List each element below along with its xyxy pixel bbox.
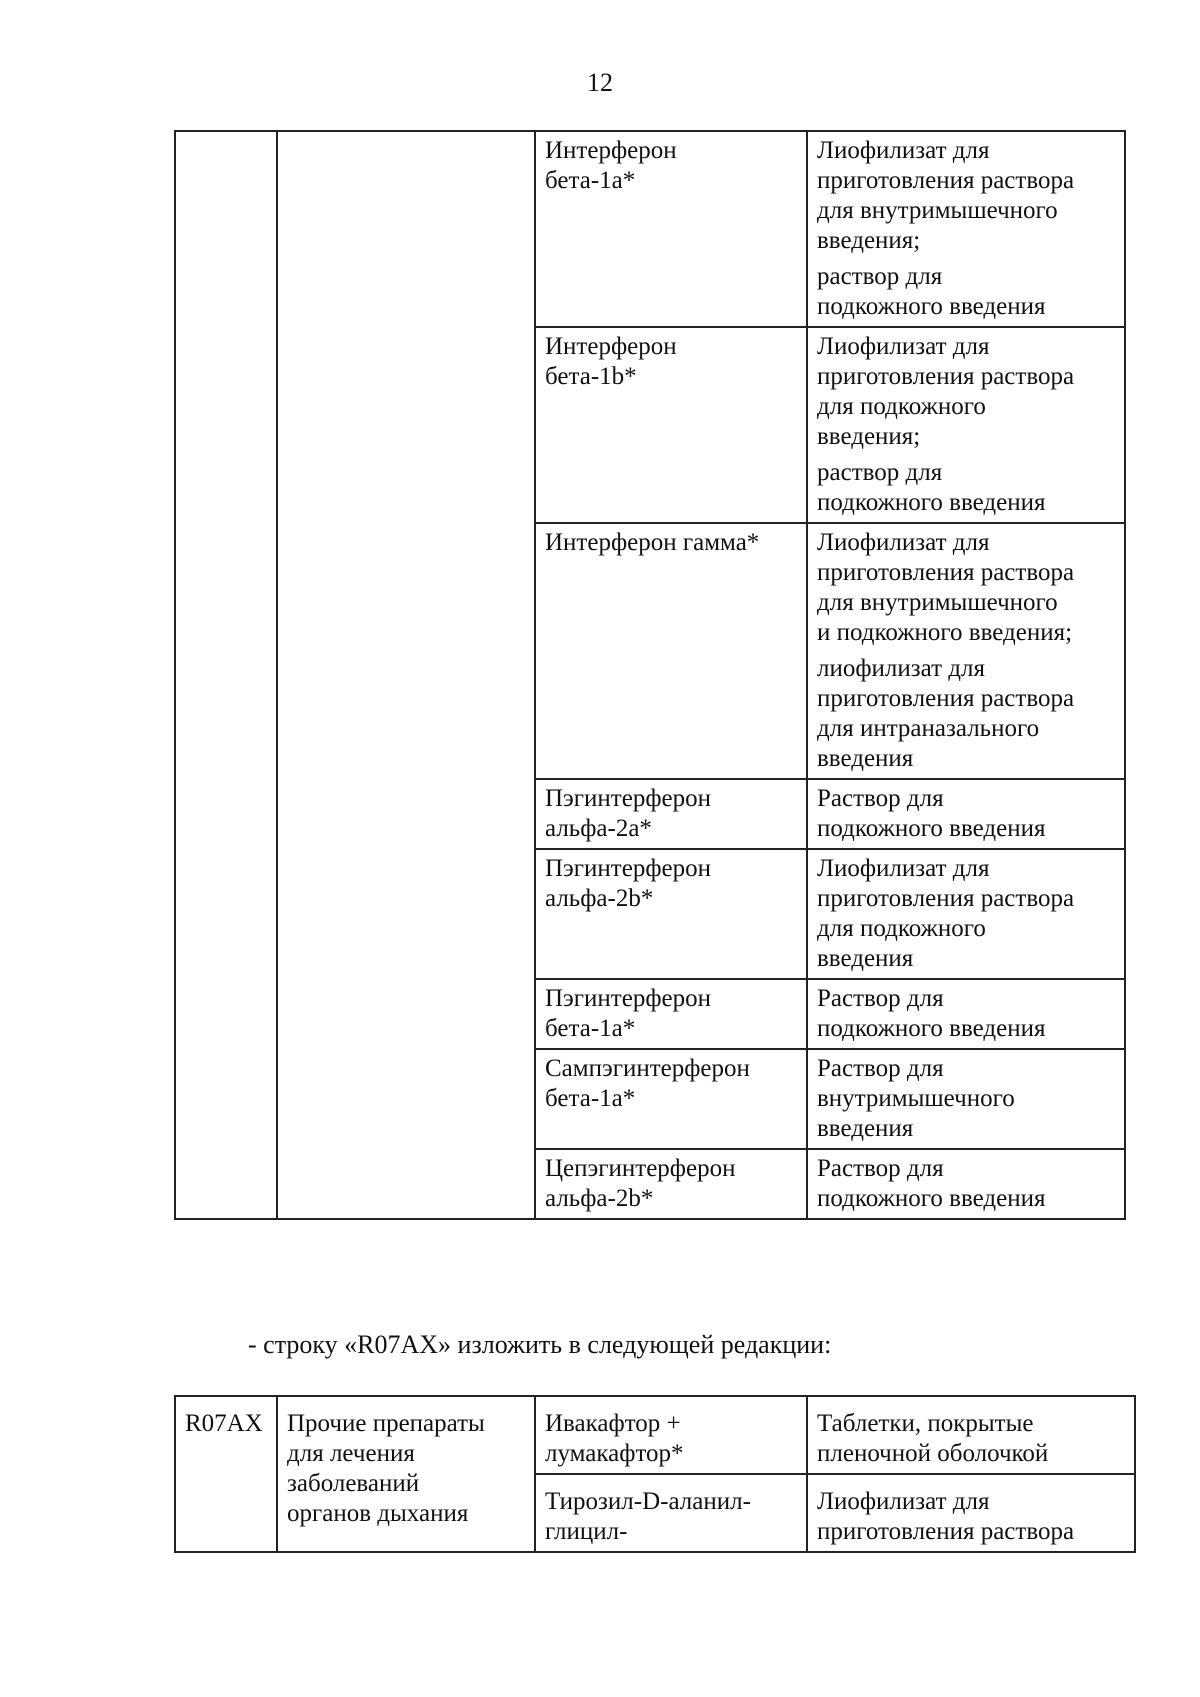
drug-name: Интерферон бета-1b* xyxy=(545,333,677,390)
drug-name: Сампэгинтерферон бета-1a* xyxy=(545,1055,750,1112)
dosage-form: Таблетки, покрытые пленочной оболочкой xyxy=(817,1410,1049,1467)
dosage-form-cell xyxy=(807,1149,1125,1219)
group-name-cell xyxy=(277,1396,535,1552)
dosage-form: Раствор для подкожного введения xyxy=(817,1155,1046,1212)
drug-name: Ивакафтор + лумакафтор* xyxy=(545,1410,684,1467)
dosage-form-cell xyxy=(807,327,1125,523)
dosage-form: раствор для подкожного введения xyxy=(817,459,1046,516)
dosage-form-cell xyxy=(807,1474,1135,1552)
dosage-form: Раствор для внутримышечного введения xyxy=(817,1055,1015,1142)
dosage-form: Лиофилизат для приготовления раствора для внутримышечного введения; xyxy=(817,137,1075,254)
dosage-form-cell xyxy=(807,979,1125,1049)
table-row xyxy=(175,1396,1135,1474)
drug-name-cell xyxy=(535,1049,807,1149)
drug-name-cell xyxy=(535,131,807,327)
page-number: 12 xyxy=(587,68,613,97)
drug-name: Пэгинтерферон альфа-2b* xyxy=(545,855,711,912)
drug-name-cell xyxy=(535,523,807,779)
dosage-form: Раствор для подкожного введения xyxy=(817,785,1046,842)
drug-name-cell xyxy=(535,849,807,979)
atc-code-cell xyxy=(175,131,277,1219)
dosage-form: Раствор для подкожного введения xyxy=(817,985,1046,1042)
table-row xyxy=(175,131,1125,327)
dosage-form: лиофилизат для приготовления раствора для интраназального введения xyxy=(817,655,1075,772)
dosage-form-cell xyxy=(807,849,1125,979)
atc-code-cell: R07AX xyxy=(175,1396,277,1552)
dosage-form: Лиофилизат для приготовления раствора для подкожного введения xyxy=(817,855,1075,972)
drug-name-cell xyxy=(535,1149,807,1219)
dosage-form-cell xyxy=(807,1049,1125,1149)
drug-name-cell xyxy=(535,327,807,523)
dosage-form: раствор для подкожного введения xyxy=(817,263,1046,320)
drug-name-cell xyxy=(535,779,807,849)
r07ax-table xyxy=(174,1395,1136,1553)
dosage-form-cell xyxy=(807,523,1125,779)
dosage-form: Лиофилизат для приготовления раствора xyxy=(817,1488,1075,1545)
drug-name: Интерферон гамма* xyxy=(545,529,760,556)
dosage-form: Лиофилизат для приготовления раствора для внутримышечного и подкожного введения; xyxy=(817,529,1075,646)
drug-name-cell xyxy=(535,1396,807,1474)
drug-name: Пэгинтерферон бета-1a* xyxy=(545,985,711,1042)
medications-table-continuation xyxy=(174,130,1126,1220)
drug-name: Тирозил-D-аланил- глицил- xyxy=(545,1488,751,1545)
drug-name: Интерферон бета-1a* xyxy=(545,137,677,194)
drug-name: Пэгинтерферон альфа-2a* xyxy=(545,785,711,842)
drug-name-cell xyxy=(535,1474,807,1552)
drug-name: Цепэгинтерферон альфа-2b* xyxy=(545,1155,736,1212)
dosage-form-cell xyxy=(807,1396,1135,1474)
dosage-form-cell xyxy=(807,779,1125,849)
drug-name-cell xyxy=(535,979,807,1049)
dosage-form: Лиофилизат для приготовления раствора для подкожного введения; xyxy=(817,333,1075,450)
group-name-cell xyxy=(277,131,535,1219)
group-name: Прочие препараты для лечения заболеваний органов дыхания xyxy=(287,1410,485,1527)
dosage-form-cell xyxy=(807,131,1125,327)
amendment-instruction: - строку «R07AX» изложить в следующей редакции: xyxy=(248,1330,832,1359)
